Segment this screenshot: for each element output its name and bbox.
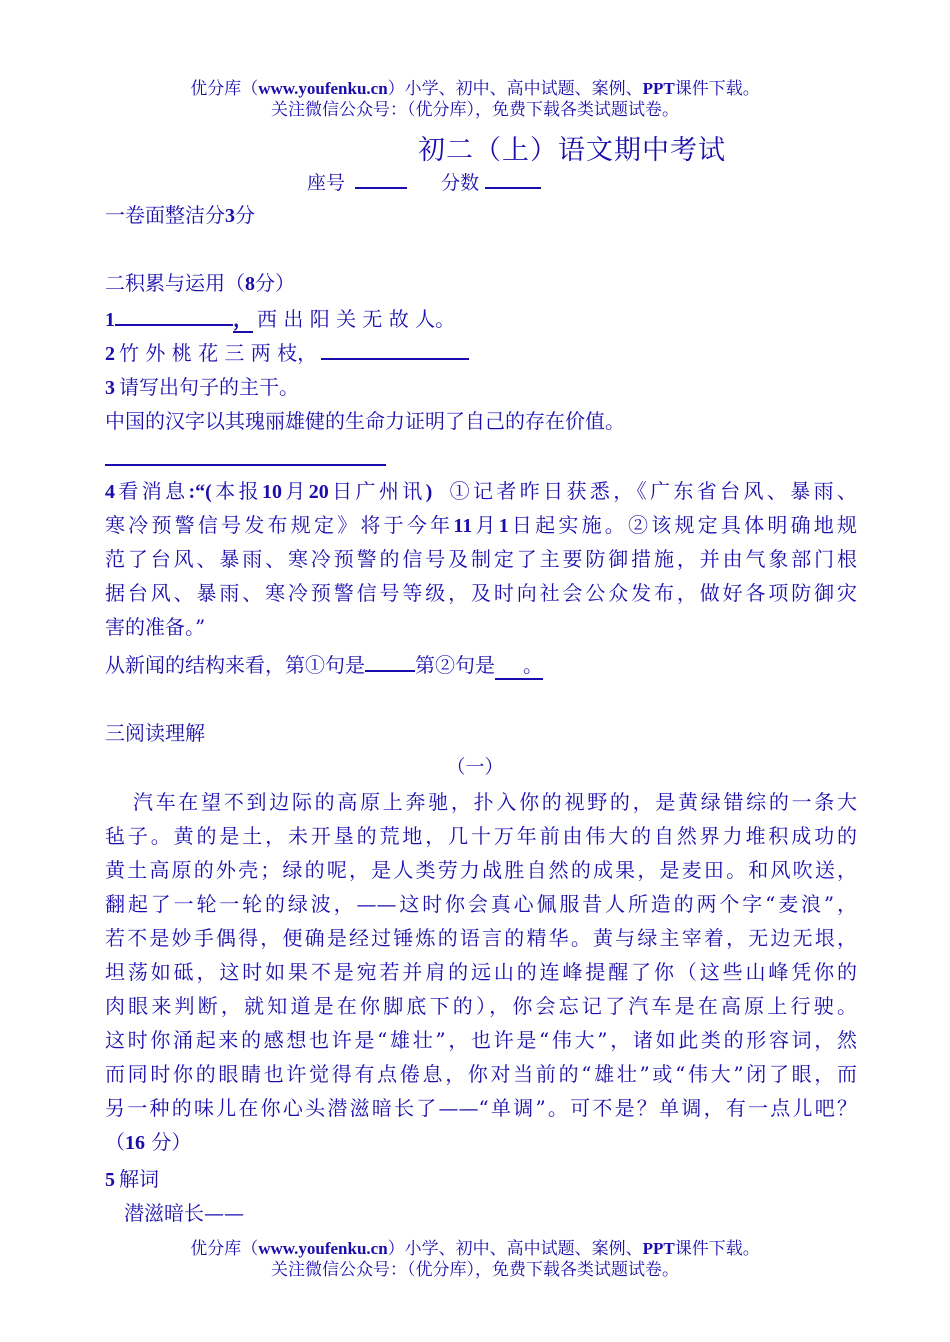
answer-blank[interactable] — [115, 306, 233, 326]
seat-label: 座号 — [307, 172, 346, 194]
top-banner-line2: 关注微信公众号：（优分库），免费下载各类试题试卷。 — [271, 100, 679, 120]
top-banner-line1 — [0, 78, 950, 100]
passage-line: 毡子。黄的是土，未开垦的荒地，几十万年前由伟大的自然界力堆积成功的 — [105, 824, 857, 848]
banner-text: 优分库（ — [190, 79, 259, 99]
section-3-heading: 三阅读理解 — [105, 721, 205, 745]
banner-url[interactable]: www.youfenku.cn — [258, 1239, 388, 1258]
q4-text: 寒冷预警信号发布规定》将于今年 — [105, 513, 454, 537]
points-num: 16 — [125, 1132, 145, 1154]
reading-passage — [105, 785, 857, 1159]
seat-score-row — [307, 168, 541, 195]
q4-line3: 范了台风、暴雨、寒冷预警的信号及制定了主要防御措施，并由气象部门根 — [105, 547, 857, 571]
q4-month: 月 — [281, 479, 309, 503]
section-2-heading — [105, 270, 295, 297]
bottom-banner-line1 — [0, 1238, 950, 1260]
poem-line: 西 出 阳 关 无 故 人。 — [257, 307, 456, 331]
passage-line: 汽车在望不到边际的高原上奔驰，扑入你的视野的，是黄绿错综的一条大 — [133, 790, 857, 814]
banner-text: 优分库（ — [190, 1239, 259, 1259]
banner-text: ）小学、初中、高中试题、案例、 — [387, 79, 643, 99]
q4-line5: 害的准备。” — [105, 615, 206, 639]
passage-line: 黄土高原的外壳；绿的呢，是人类劳力战胜自然的成果，是麦田。和风吹送， — [105, 858, 857, 882]
seat-blank[interactable] — [355, 169, 407, 189]
points-open: （ — [105, 1130, 125, 1154]
question-5-item: 潜滋暗长—— — [124, 1201, 244, 1225]
section-unit: 分 — [235, 203, 255, 227]
q4-quote-open: :“( — [188, 481, 212, 503]
exam-title: 初二（上）语文期中考试 — [418, 135, 726, 166]
q4-month-num: 11 — [453, 515, 473, 537]
q4-day-loc: 日广州讯 — [328, 479, 426, 503]
comma: ， — [233, 309, 253, 331]
passage-points — [105, 1125, 857, 1159]
section-points: 8 — [245, 273, 255, 295]
passage-line: 另一种的味儿在你心头潜滋暗长了——“单调”。可不是？单调，有一点儿吧？ — [105, 1096, 857, 1120]
section-text: 二积累与运用（ — [105, 271, 245, 295]
q4-text: 月 — [472, 513, 499, 537]
banner-text: ）小学、初中、高中试题、案例、 — [387, 1239, 643, 1259]
part-label: （一） — [446, 756, 504, 778]
passage-line: 坦荡如砥，这时如果不是宛若并肩的远山的连峰提醒了你（这些山峰凭你的 — [105, 960, 857, 984]
question-number: 2 — [105, 343, 115, 365]
passage-line: 翻起了一轮一轮的绿波，——这时你会真心佩服昔人所造的两个字“麦浪”， — [105, 892, 857, 916]
ask-end: 。 — [523, 653, 543, 677]
banner-ppt: PPT — [642, 79, 675, 98]
passage-line: 肉眼来判断，就知道是在你脚底下的），你会忘记了汽车是在高原上行驶。 — [105, 994, 857, 1018]
score-label: 分数 — [441, 172, 480, 194]
question-3 — [105, 374, 299, 401]
ask-text: 第②句是 — [415, 653, 495, 677]
passage-line: 而同时你的眼睛也许觉得有点倦息，你对当前的“雄壮”或“伟大”闭了眼，而 — [105, 1062, 857, 1086]
q4-line2 — [105, 508, 857, 542]
passage-line: 这时你涌起来的感想也许是“雄壮”，也许是“伟大”，诸如此类的形容词，然 — [105, 1028, 857, 1052]
section-points: 3 — [225, 205, 235, 227]
question-3-sentence: 中国的汉字以其瑰丽雄健的生命力证明了自己的存在价值。 — [105, 409, 625, 433]
banner-text: 课件下载。 — [674, 79, 760, 99]
answer-blank[interactable] — [321, 340, 469, 360]
answer-blank[interactable] — [495, 652, 543, 680]
banner-url[interactable]: www.youfenku.cn — [258, 79, 388, 98]
bottom-banner — [0, 1238, 950, 1281]
q4-line4: 据台风、暴雨、寒冷预警信号等级，及时向社会公众发布，做好各项防御灾 — [105, 581, 857, 605]
top-banner — [0, 78, 950, 121]
question-2 — [105, 340, 469, 367]
question-5 — [105, 1166, 159, 1193]
question-text: 请写出句子的主干。 — [119, 375, 299, 399]
section-1-heading — [105, 202, 255, 229]
banner-text: 课件下载。 — [674, 1239, 760, 1259]
section-text: 一卷面整洁分 — [105, 203, 225, 227]
q4-paren-close: ) — [425, 481, 433, 503]
poem-line: 竹 外 桃 花 三 两 枝， — [119, 341, 318, 365]
question-4 — [105, 474, 857, 644]
q4-month-num: 10 — [261, 481, 282, 503]
question-number: 4 — [105, 481, 115, 503]
passage-line: 若不是妙手偶得，便确是经过锤炼的语言的精华。黄与绿主宰着，无边无垠， — [105, 926, 857, 950]
question-number: 3 — [105, 377, 115, 399]
q4-day-num: 1 — [498, 515, 509, 537]
banner-ppt: PPT — [642, 1239, 675, 1258]
question-3-answer-line[interactable] — [105, 464, 386, 466]
q4-paper: 本报 — [211, 479, 262, 503]
question-text: 解词 — [119, 1167, 159, 1191]
score-blank[interactable] — [485, 169, 541, 189]
points-close: 分） — [145, 1130, 192, 1154]
bottom-banner-line2: 关注微信公众号：（优分库），免费下载各类试题试卷。 — [271, 1260, 679, 1280]
q4-text: 日起实施。②该规定具体明确地规 — [508, 513, 858, 537]
answer-blank[interactable] — [365, 652, 415, 672]
question-number: 5 — [105, 1169, 115, 1191]
q4-line1 — [105, 474, 857, 508]
question-1 — [105, 306, 455, 333]
q4-text: ①记者昨日获悉，《广东省台风、暴雨、 — [446, 479, 857, 503]
q4-day-num: 20 — [308, 481, 329, 503]
q4-lead: 看消息 — [115, 479, 189, 503]
question-number: 1 — [105, 309, 115, 331]
ask-text: 从新闻的结构来看，第①句是 — [105, 653, 365, 677]
question-4-ask — [105, 652, 543, 680]
section-unit: 分） — [255, 271, 295, 295]
